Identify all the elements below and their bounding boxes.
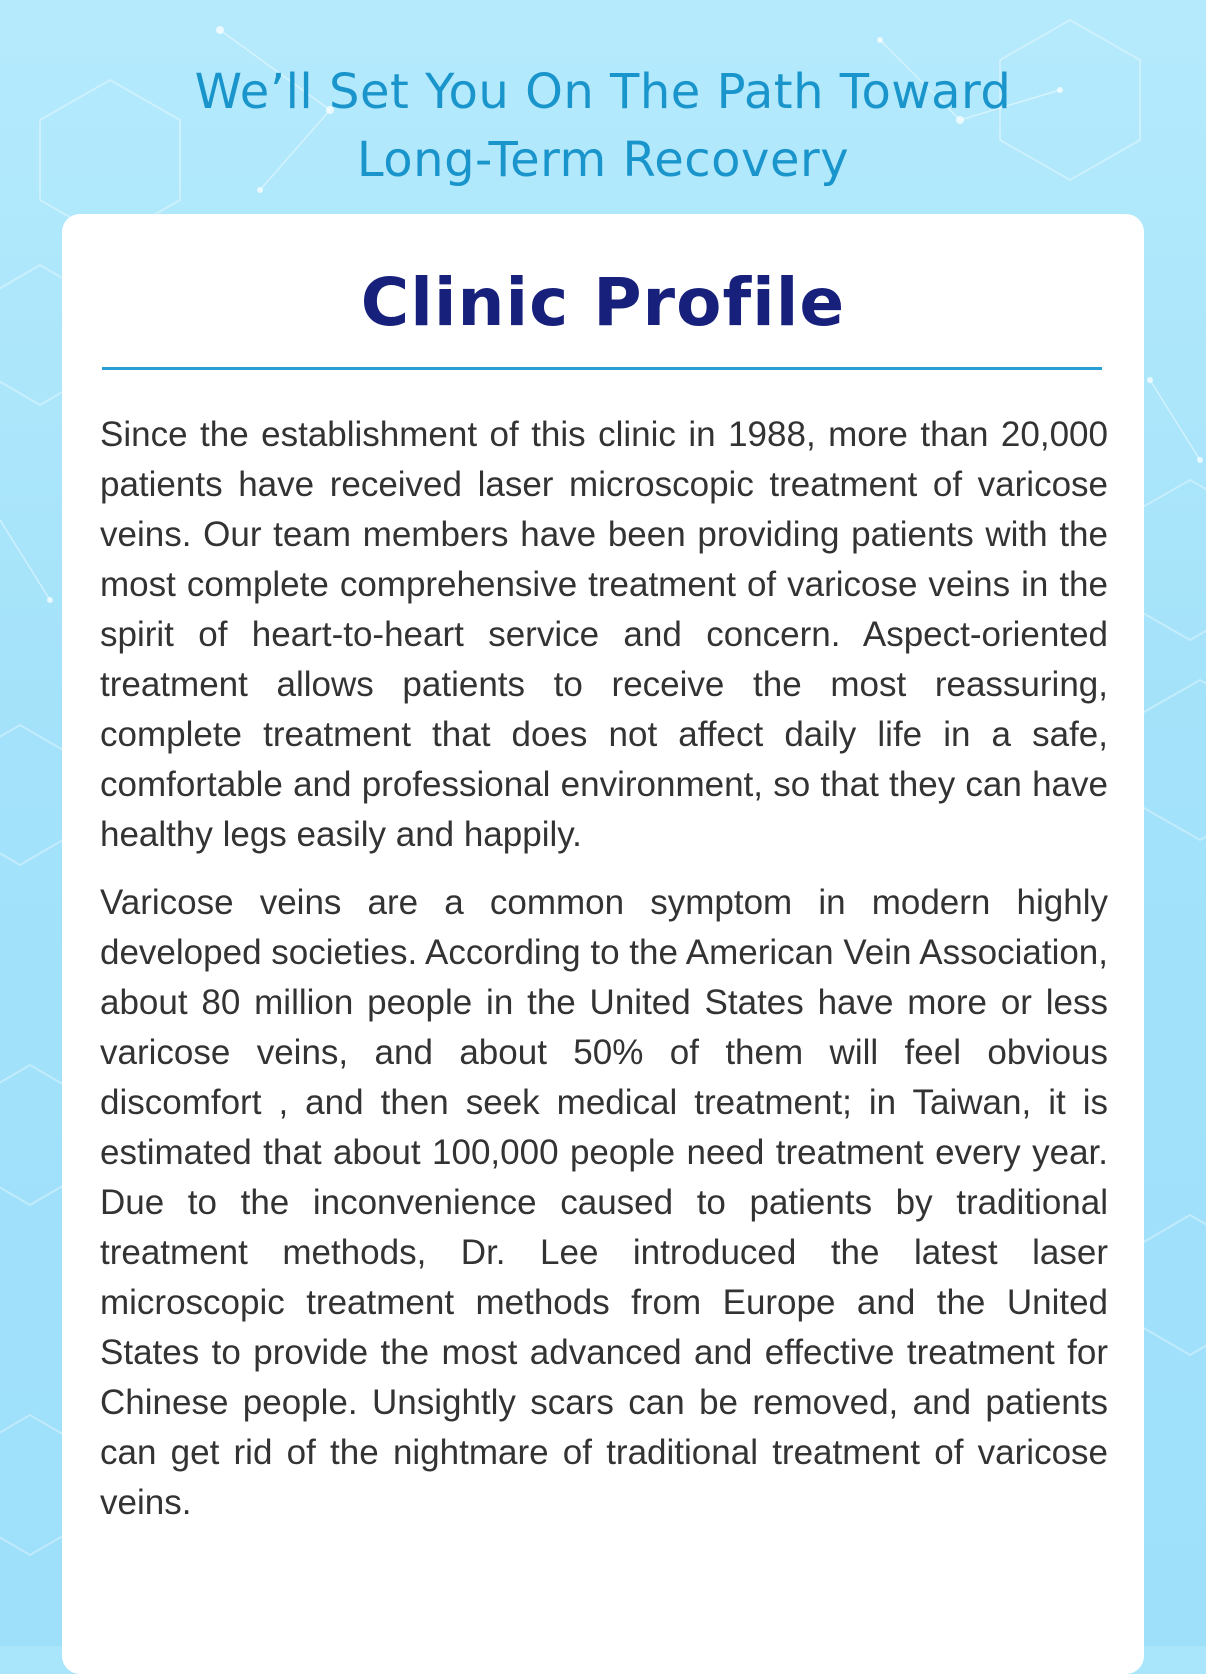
clinic-profile-card [62, 214, 1144, 1674]
card-title: Clinic Profile [360, 264, 846, 341]
profile-paragraph-1: Since the establishment of this clinic in 1988, more than 20,000 patients have received laser microscopic treatment of varicose veins. Our team members have been providing patients with the most complete comprehensive treatment of varicose veins in the spirit of heart-to-heart service and concern. Aspect-oriented treatment allows patients to receive the most reassuring, complete treatment that does not affect daily life in a safe, comfortable and professional environment, so that they can have healthy legs easily and happily. [100, 415, 1108, 854]
hero-title-line-1: We’ll Set You On The Path Toward [194, 64, 1012, 120]
hero-title [0, 58, 1206, 194]
profile-paragraph-2: Varicose veins are a common symptom in modern highly developed societies. According to the American Vein Association, about 80 million people in the United States have more or less varicose veins, and about 50% of them will feel obvious discomfort , and then seek medical treatment; in Taiwan, it is estimated that about 100,000 people need treatment every year. Due to the inconvenience caused to patients by traditional treatment methods, Dr. Lee introduced the latest laser microscopic treatment methods from Europe and the United States to provide the most advanced and effective treatment for Chinese people. Unsightly scars can be removed, and patients can get rid of the nightmare of traditional treatment of varicose veins. [100, 883, 1108, 1522]
hero-title-line-2: Long-Term Recovery [356, 132, 850, 188]
title-divider [102, 367, 1102, 370]
profile-body [100, 410, 1108, 1546]
